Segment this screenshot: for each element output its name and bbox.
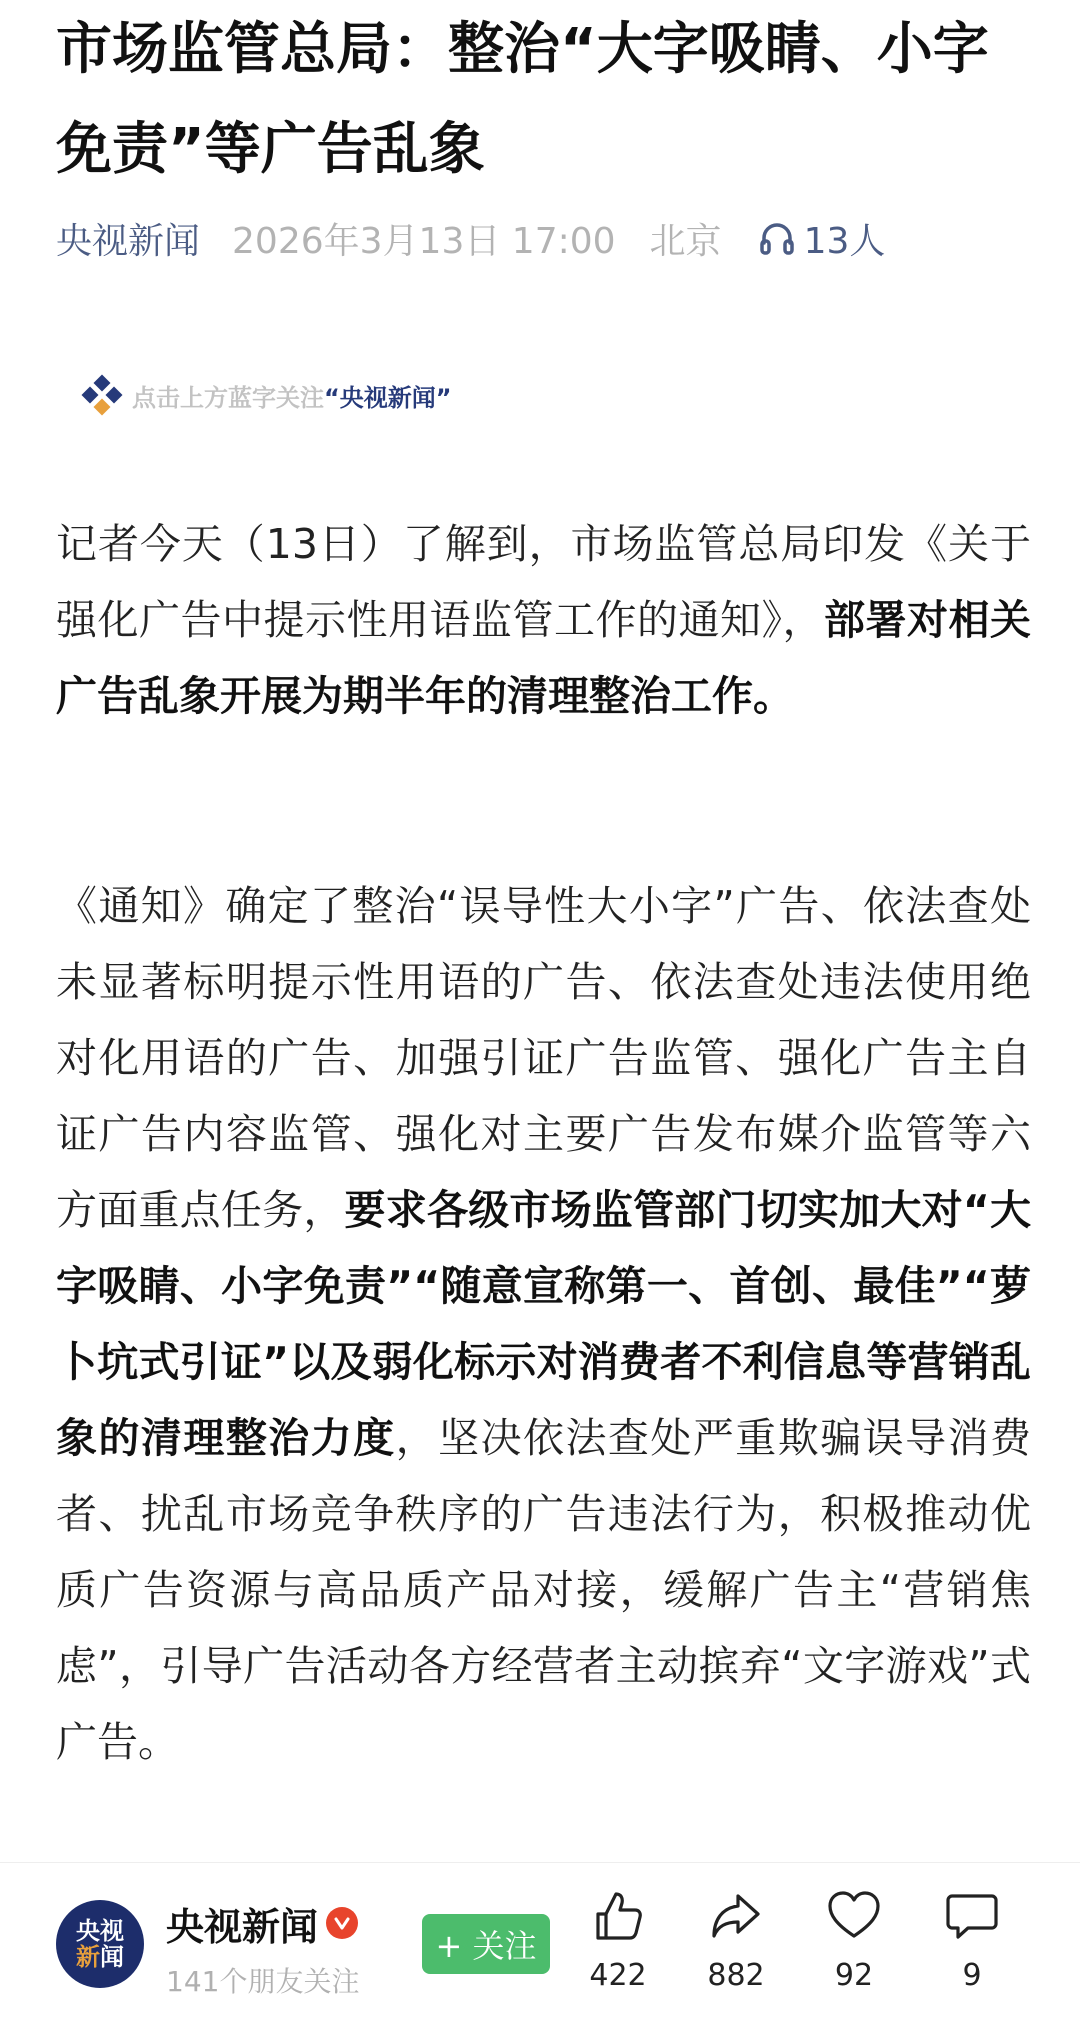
favorite-count: 92 xyxy=(834,1958,874,1993)
publish-datetime: 2026年3月13日 17:00 xyxy=(232,220,616,262)
share-button[interactable] xyxy=(686,1888,786,2018)
share-count: 882 xyxy=(707,1958,765,1993)
comment-button[interactable] xyxy=(922,1888,1022,2018)
avatar-text-highlight: 新 xyxy=(76,1943,100,1971)
comment-bubble-icon xyxy=(944,1888,1000,1944)
banner-account-name: “央视新闻” xyxy=(324,383,452,412)
comment-count: 9 xyxy=(962,1958,982,1993)
avatar-text-top: 央视 xyxy=(76,1917,124,1945)
listen-button[interactable] xyxy=(758,213,886,264)
like-count: 422 xyxy=(589,1958,647,1993)
paragraph-1 xyxy=(56,506,1031,734)
like-button[interactable] xyxy=(568,1888,668,2018)
avatar-text-end: 闻 xyxy=(100,1943,124,1971)
avatar-text-bottom xyxy=(76,1944,124,1970)
follow-button[interactable]: + 关注 xyxy=(422,1914,550,1974)
article-title: 市场监管总局：整治“大字吸睛、小字免责”等广告乱象 xyxy=(56,17,989,182)
paragraph-1-emphasis: 部署对相关广告乱象开展为期半年的清理整治工作。 xyxy=(56,596,1031,720)
favorite-button[interactable] xyxy=(804,1888,904,2018)
verified-icon xyxy=(326,1907,358,1939)
source-link[interactable]: 央视新闻 xyxy=(56,220,201,262)
bottom-action-bar xyxy=(0,1870,1080,2030)
heart-icon xyxy=(826,1888,882,1944)
paragraph-1-text: 记者今天（13日）了解到，市场监管总局印发《关于强化广告中提示性用语监管工作的通知》， xyxy=(56,520,1031,644)
paragraph-2-emphasis: 要求各级市场监管部门切实加大对“大字吸睛、小字免责”“随意宣称第一、首创、最佳”“萝卜坑式引证”以及弱化标示对消费者不利信息等营销乱象的清理整治力度 xyxy=(56,1186,1032,1462)
friends-following: 141个朋友关注 xyxy=(166,1965,360,1998)
banner-prefix: 点击上方蓝字关注 xyxy=(132,383,324,412)
article-meta xyxy=(56,210,1036,266)
listener-count: 13人 xyxy=(803,220,886,262)
paragraph-2-text-b: ，坚决依法查处严重欺骗误导消费者、扰乱市场竞争秩序的广告违法行为，积极推动优质广告资源与高品质产品对接，缓解广告主“营销焦虑”，引导广告活动各方经营者主动摈弃“文字游戏”式广告。 xyxy=(56,1414,1032,1766)
publish-location: 北京 xyxy=(649,220,722,262)
share-arrow-icon xyxy=(708,1888,764,1944)
headphones-icon xyxy=(758,219,796,257)
cctv-logo-icon xyxy=(80,373,124,417)
paragraph-2 xyxy=(56,868,1031,1780)
follow-banner[interactable] xyxy=(80,372,452,418)
account-name: 央视新闻 xyxy=(166,1904,319,1949)
thumbs-up-icon xyxy=(590,1888,646,1944)
paragraph-2-text-a: 《通知》确定了整治“误导性大小字”广告、依法查处未显著标明提示性用语的广告、依法查处违法使用绝对化用语的广告、加强引证广告监管、强化广告主自证广告内容监管、强化对主要广告发布媒介监管等六方面重点任务， xyxy=(56,882,1031,1234)
bottom-divider xyxy=(0,1862,1080,1863)
account-name-row[interactable] xyxy=(166,1898,358,1948)
account-avatar[interactable] xyxy=(56,1900,144,1988)
